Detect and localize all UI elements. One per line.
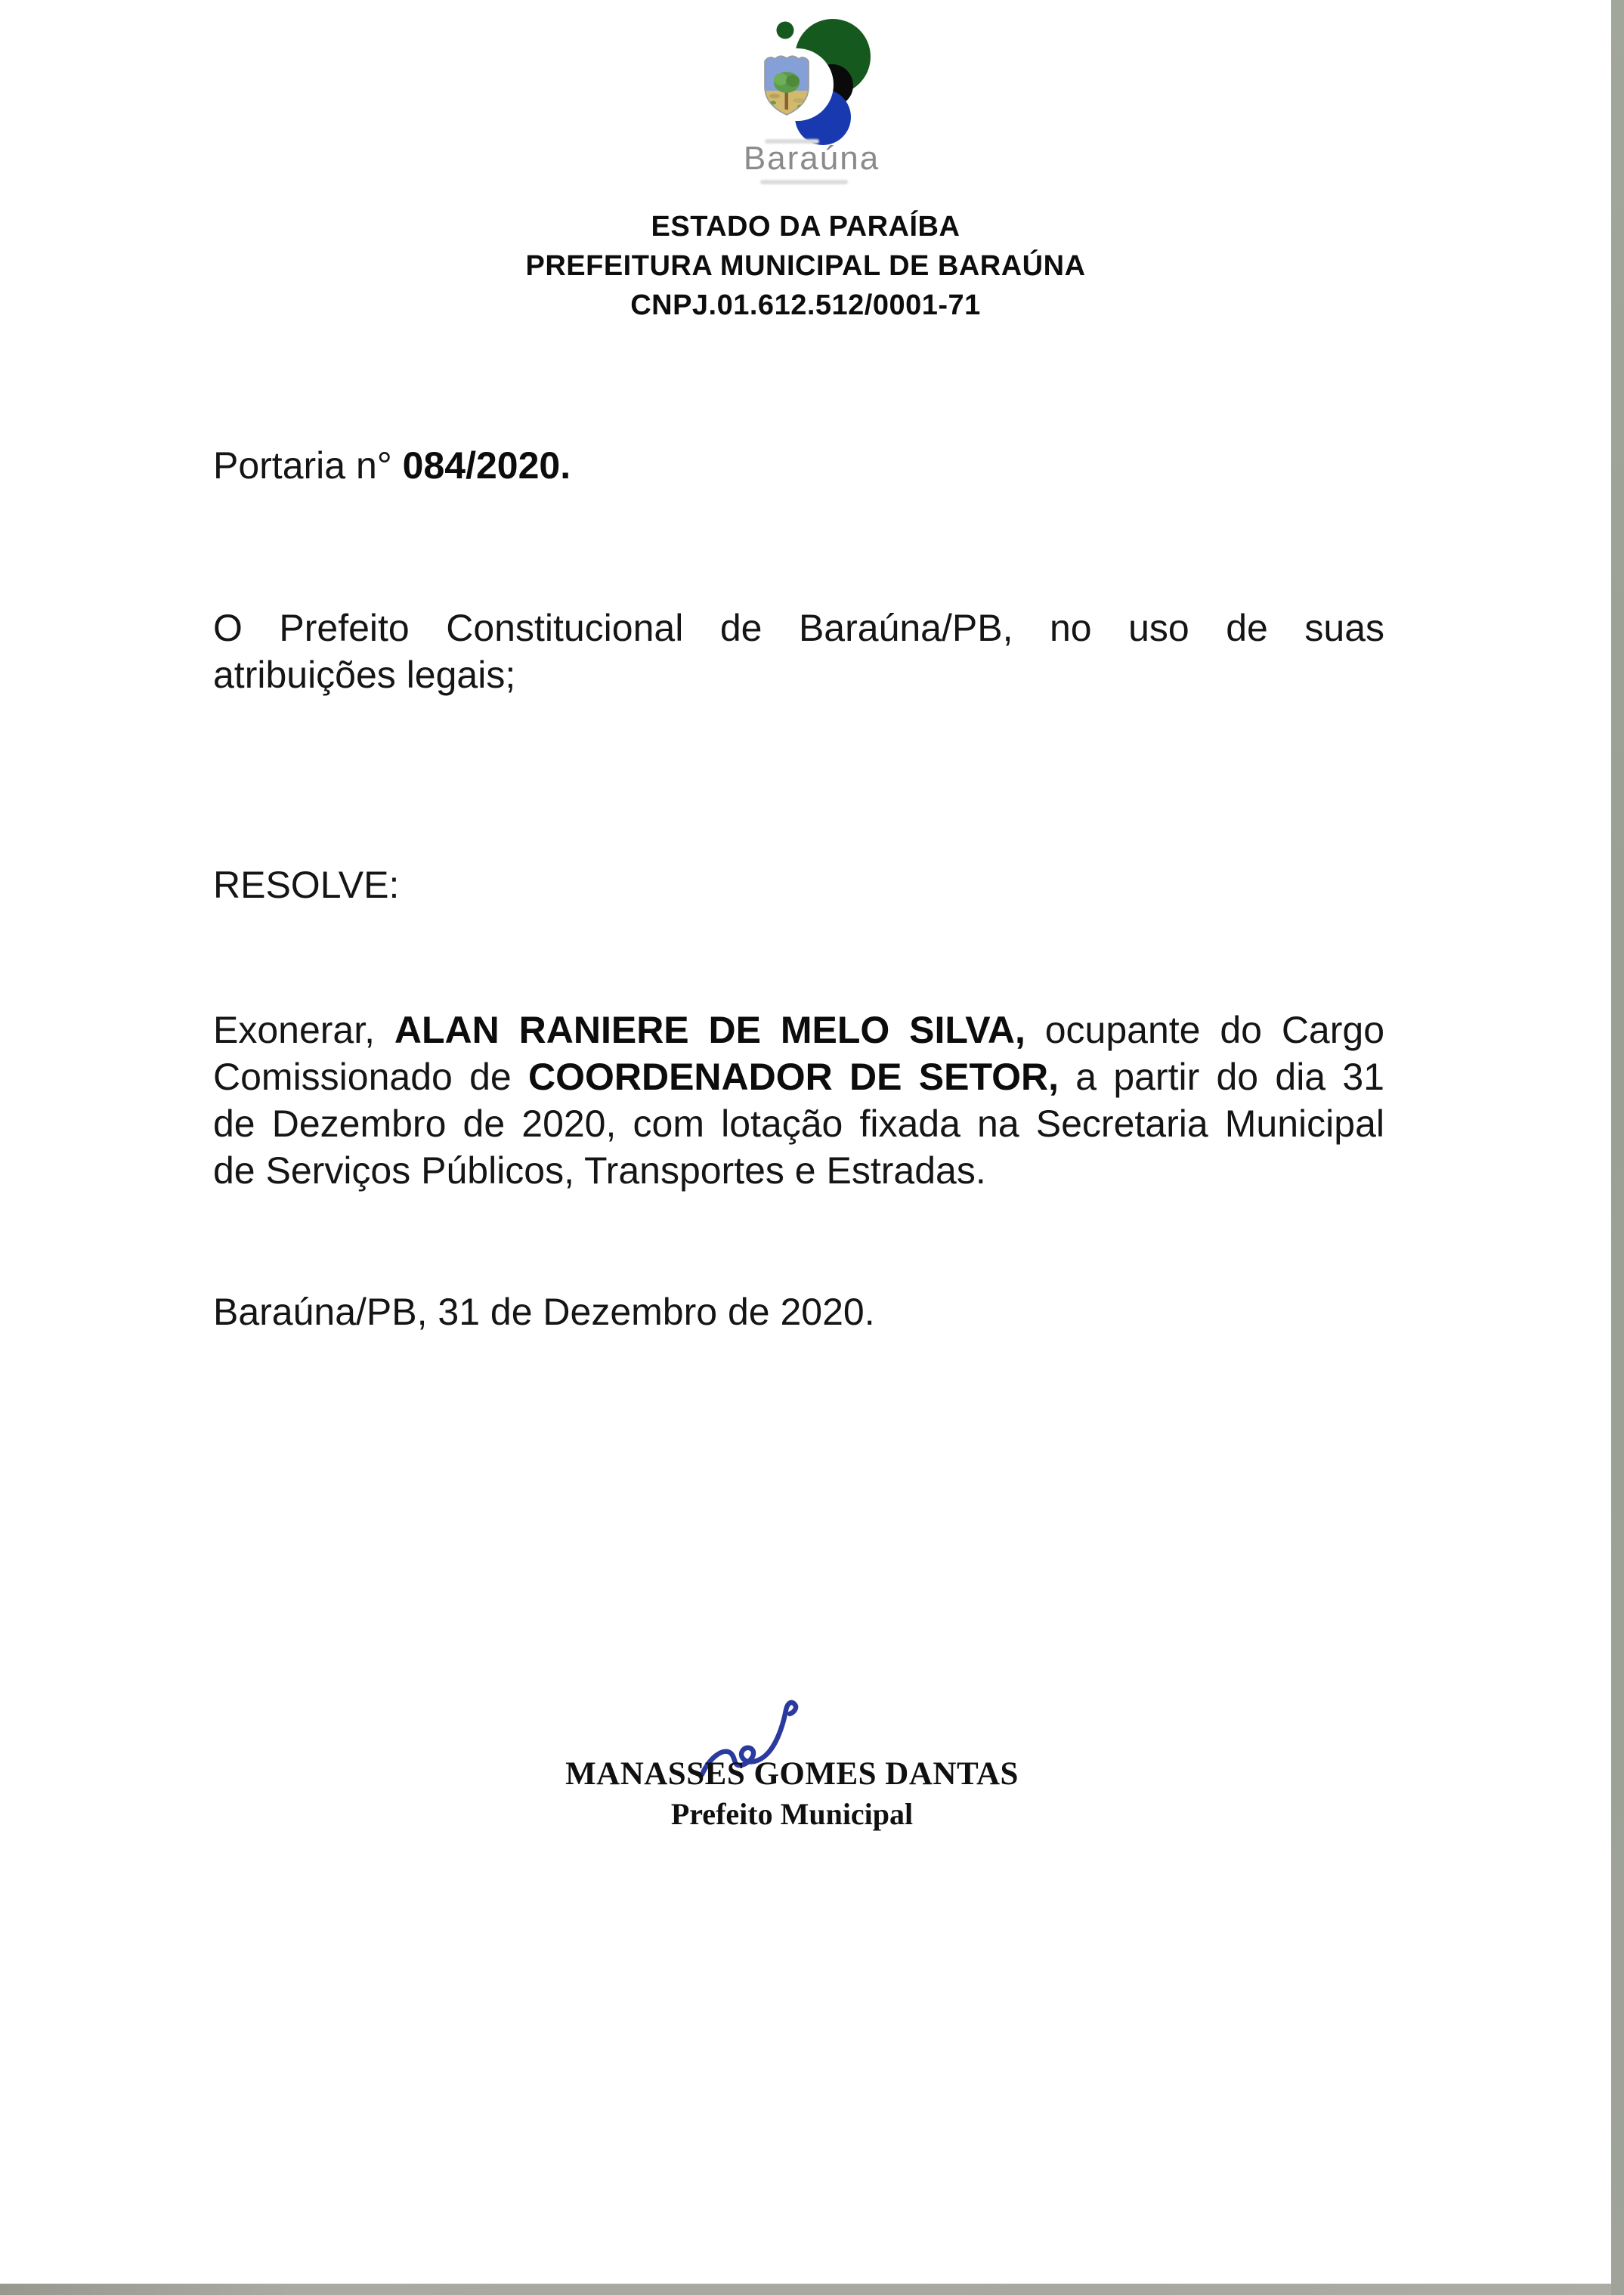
body-line-2-pre: Comissionado de xyxy=(213,1056,528,1098)
body-paragraph xyxy=(213,1007,1384,1194)
city-logo-icon xyxy=(744,11,888,147)
intro-line-2: atribuições legais; xyxy=(213,654,516,696)
resolve-line: RESOLVE: xyxy=(213,864,400,906)
body-line-2 xyxy=(213,1053,1384,1100)
letterhead-state: ESTADO DA PARAÍBA xyxy=(651,211,960,243)
body-line-1 xyxy=(213,1007,1384,1053)
logo-tagline-bottom xyxy=(760,180,848,184)
signature-name: MANASSES GOMES DANTAS xyxy=(565,1756,1019,1792)
signature-block xyxy=(565,1755,1019,1835)
logo-dot-green-icon xyxy=(777,22,794,39)
letterhead xyxy=(0,207,1611,325)
body-line-1-pre: Exonerar, xyxy=(213,1009,394,1051)
signature-role: Prefeito Municipal xyxy=(670,1797,914,1831)
letterhead-cnpj: CNPJ.01.612.512/0001-71 xyxy=(630,289,981,321)
body-line-4: de Serviços Públicos, Transportes e Estradas. xyxy=(213,1149,986,1192)
body-line-1-name: ALAN RANIERE DE MELO SILVA, xyxy=(394,1009,1025,1051)
body-line-2-role: COORDENADOR DE SETOR, xyxy=(527,1056,1059,1098)
scan-edge-bottom xyxy=(0,2284,1611,2295)
intro-line-1: O Prefeito Constitucional de Baraúna/PB, no uso de suas xyxy=(213,607,1384,649)
decree-number-line xyxy=(213,442,1384,489)
body-line-3: de Dezembro de 2020, com lotação fixada na Secretaria Municipal xyxy=(213,1103,1384,1145)
decree-number-label: Portaria n° xyxy=(213,444,403,487)
letterhead-municipality: PREFEITURA MUNICIPAL DE BARAÚNA xyxy=(525,250,1086,282)
body-line-2-post: a partir do dia 31 xyxy=(1058,1056,1384,1098)
logo-city-name: Baraúna xyxy=(743,140,880,177)
body-line-1-post: ocupante do Cargo xyxy=(1025,1009,1384,1051)
date-line: Baraúna/PB, 31 de Dezembro de 2020. xyxy=(213,1291,875,1333)
decree-number-value: 084/2020. xyxy=(402,444,571,487)
scan-edge-right xyxy=(1611,0,1624,2295)
intro-paragraph xyxy=(213,605,1384,698)
